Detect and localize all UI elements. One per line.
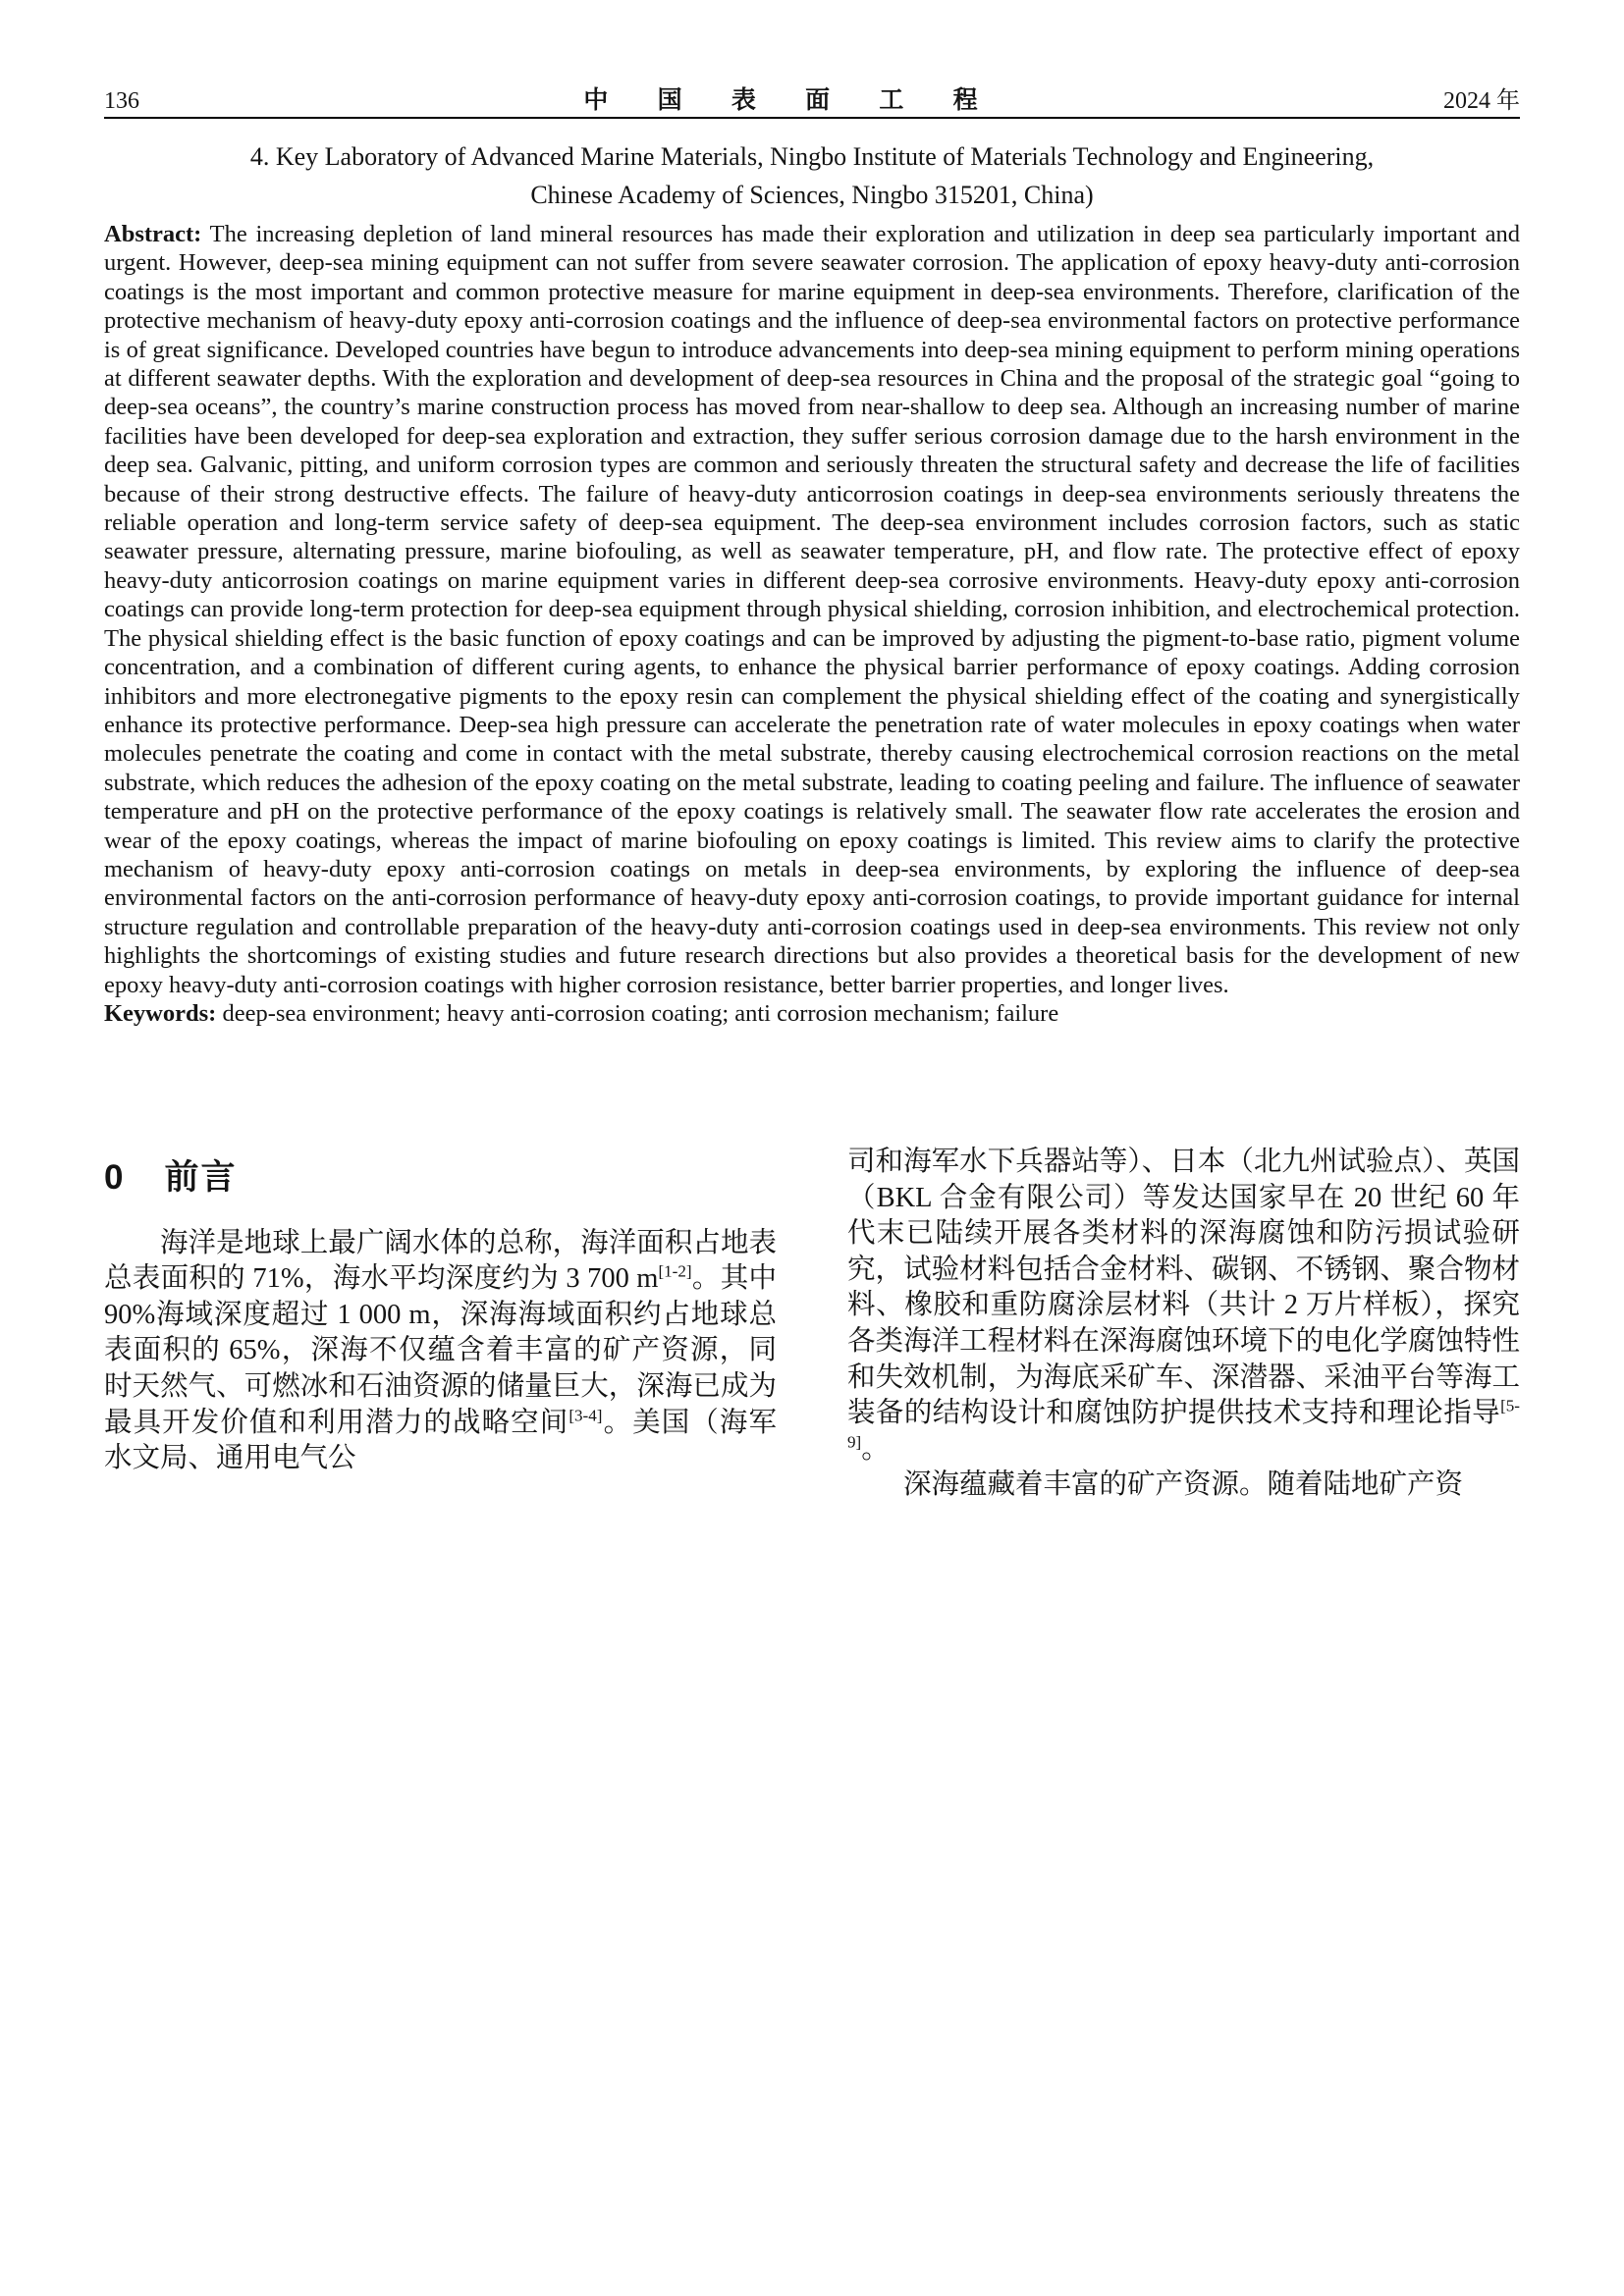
section-number: 0	[104, 1158, 126, 1197]
abstract-label: Abstract:	[104, 221, 202, 247]
intro-paragraph-right-continued	[847, 1145, 1520, 1468]
section-title: 前言	[164, 1158, 238, 1197]
text-segment: 海洋是地球上最广阔水体的总称，海洋面积占地表总表面积的 71%，海水平均深度约为 3 700 m	[104, 1227, 777, 1295]
right-column	[847, 1145, 1520, 1504]
citation-ref: [1-2]	[658, 1261, 692, 1281]
keywords-text: deep-sea environment; heavy anti-corrosion coating; anti corrosion mechanism; failure	[222, 999, 1059, 1027]
header-year: 2024 年	[1442, 88, 1520, 114]
text-segment: 。其中 90%海域深度超过 1 000 m，深海海域面积约占地球总表面积的 65%，深海不仅蕴含着丰富的矿产资源，同时天然气、可燃冰和石油资源的储量巨大，深海已成为最具开发价值和利用潜力的战略空间	[104, 1263, 777, 1438]
abstract-text: The increasing depletion of land mineral resources has made their exploration and utilization in deep sea particularly important and urgent. However, deep-sea mining equipment can not suffer from severe seawater corrosion. The application of epoxy heavy-duty anti-corrosion coatings is the most important and common protective measure for marine equipment in deep-sea environments. Therefore, clarification of the protective mechanism of heavy-duty epoxy anti-corrosion coatings and the influence of deep-sea environmental factors on protective performance is of great significance. Developed countries have begun to introduce advancements into deep-sea mining equipment to perform mining operations at different seawater depths. With the exploration and development of deep-sea resources in China and the proposal of the strategic goal “going to deep-sea oceans”, the country’s marine construction process has moved from near-shallow to deep sea. Although an increasing number of marine facilities have been developed for deep-sea exploration and extraction, they suffer serious corrosion damage due to the harsh environment in the deep sea. Galvanic, pitting, and uniform corrosion types are common and seriously threaten the structural safety and decrease the life of facilities because of their strong destructive effects. The failure of heavy-duty anticorrosion coatings in deep-sea environments seriously threatens the reliable operation and long-term service safety of deep-sea equipment. The deep-sea environment includes corrosion factors, such as static seawater pressure, alternating pressure, marine biofouling, as well as seawater temperature, pH, and flow rate. The protective effect of epoxy heavy-duty anticorrosion coatings on marine equipment varies in different deep-sea corrosive environments. Heavy-duty epoxy anti-corrosion coatings can provide long-term protection for deep-sea equipment through physical shielding, corrosion inhibition, and electrochemical protection. The physical shielding effect is the basic function of epoxy coatings and can be improved by adjusting the pigment-to-base ratio, pigment volume concentration, and a combination of different curing agents, to enhance the physical barrier performance of epoxy coatings. Adding corrosion inhibitors and more electronegative pigments to the epoxy resin can complement the physical shielding effect of the coating and synergistically enhance its protective performance. Deep-sea high pressure can accelerate the penetration rate of water molecules in epoxy coatings when water molecules penetrate the coating and come in contact with the metal substrate, thereby causing electrochemical corrosion reactions on the metal substrate, which reduces the adhesion of the epoxy coating on the metal substrate, leading to coating peeling and failure. The influence of seawater temperature and pH on the protective performance of the epoxy coatings is relatively small. The seawater flow rate accelerates the erosion and wear of the epoxy coatings, whereas the impact of marine biofouling on epoxy coatings is limited. This review aims to clarify the protective mechanism of heavy-duty epoxy anti-corrosion coatings on metals in deep-sea environments, by exploring the influence of deep-sea environmental factors on the anti-corrosion performance of heavy-duty epoxy anti-corrosion coatings, to provide important guidance for internal structure regulation and controllable preparation of the heavy-duty anti-corrosion coatings used in deep-sea environments. This review not only highlights the shortcomings of existing studies and future research directions but also provides a theoretical basis for the development of new epoxy heavy-duty anti-corrosion coatings with higher corrosion resistance, better barrier properties, and longer lives.	[104, 221, 1520, 998]
page-number: 136	[104, 88, 139, 114]
affiliation-line-2: Chinese Academy of Sciences, Ningbo 315201, China)	[530, 181, 1094, 209]
keywords-label: Keywords:	[104, 999, 217, 1027]
abstract-paragraph	[104, 220, 1520, 999]
citation-ref: [3-4]	[568, 1406, 603, 1425]
left-column	[104, 1145, 777, 1504]
text-segment: 司和海军水下兵器站等）、日本（北九州试验点）、英国（BKL 合金有限公司）等发达国家早在 20 世纪 60 年代末已陆续开展各类材料的深海腐蚀和防污损试验研究，试验材料包括合金材料、碳钢、不锈钢、聚合物材料、橡胶和重防腐涂层材料（共计 2 万片样板），探究各类海洋工程材料在深海腐蚀环境下的电化学腐蚀特性和失效机制，为海底采矿车、深潜器、采油平台等海工装备的结构设计和腐蚀防护提供技术支持和理论指导	[847, 1147, 1520, 1429]
citation-ref: [5-9]	[847, 1396, 1520, 1452]
front-matter	[104, 220, 1520, 1028]
intro-paragraph-right-second: 深海蕴藏着丰富的矿产资源。随着陆地矿产资	[903, 1469, 1464, 1501]
section-heading-foreword	[104, 1160, 777, 1197]
text-segment: 。美国（海军水文局、通用电气公	[104, 1407, 777, 1474]
two-column-body	[104, 1145, 1520, 1504]
text-segment: 。	[861, 1433, 890, 1465]
affiliation-line-1: 4. Key Laboratory of Advanced Marine Materials, Ningbo Institute of Materials Technology and Engineering,	[249, 142, 1375, 171]
intro-paragraph-left	[104, 1226, 777, 1477]
keywords-line	[104, 999, 1520, 1028]
journal-title: 中 国 表 面 工 程	[583, 87, 1000, 114]
page-header	[104, 80, 1520, 116]
affiliation-block	[104, 137, 1520, 214]
header-rule	[104, 117, 1520, 119]
